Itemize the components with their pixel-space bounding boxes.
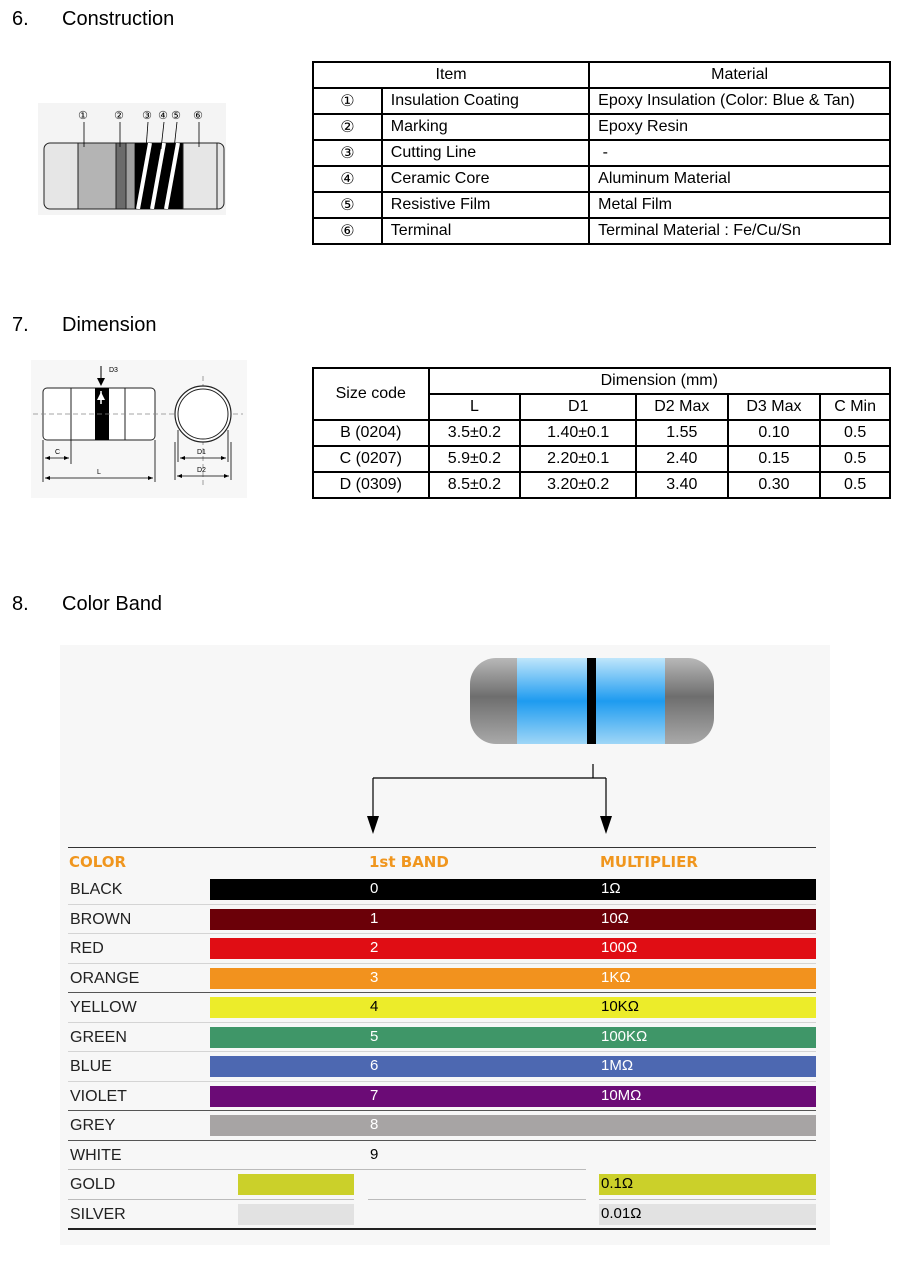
color-name: ORANGE (70, 969, 140, 987)
color-row-red (68, 935, 816, 964)
header-size-code: Size code (313, 368, 429, 420)
row-divider (68, 1022, 816, 1023)
header-d1: D1 (520, 394, 636, 420)
color-name: WHITE (70, 1146, 122, 1164)
multiplier-value: 1MΩ (601, 1057, 634, 1074)
header-d3-max: D3 Max (728, 394, 821, 420)
row-material: Epoxy Resin (589, 114, 890, 140)
row-material: - (589, 140, 890, 166)
resistor-illustration (360, 650, 740, 840)
color-row-black (68, 876, 816, 905)
header-c-min: C Min (820, 394, 890, 420)
row-material: Epoxy Insulation (Color: Blue & Tan) (589, 88, 890, 114)
table-row (313, 140, 890, 166)
row-item: Ceramic Core (382, 166, 589, 192)
band-digit: 9 (370, 1145, 379, 1163)
row-divider (68, 992, 816, 993)
multiplier-value: 1Ω (601, 880, 621, 897)
table-row (313, 88, 890, 114)
row-item: Terminal (382, 218, 589, 244)
row-divider (68, 963, 816, 964)
multiplier-value: 100KΩ (601, 1027, 648, 1045)
table-row (313, 166, 890, 192)
multiplier-value: 10KΩ (601, 998, 639, 1015)
cell-d3: 0.30 (728, 472, 821, 498)
row-item: Resistive Film (382, 192, 589, 218)
cell-c: 0.5 (820, 472, 890, 498)
header-color: COLOR (69, 853, 127, 871)
row-divider (68, 1081, 816, 1082)
color-name: YELLOW (70, 999, 137, 1016)
color-swatch (210, 1056, 816, 1077)
cell-l: 8.5±0.2 (429, 472, 521, 498)
color-name: BROWN (70, 910, 132, 928)
cell-l: 3.5±0.2 (429, 420, 521, 446)
label-d2: D2 (197, 467, 206, 474)
row-item: Cutting Line (382, 140, 589, 166)
marker-5: ⑤ (171, 109, 181, 122)
color-swatch (210, 968, 816, 989)
color-swatch (210, 1115, 816, 1136)
table-row (313, 472, 890, 498)
row-material: Terminal Material : Fe/Cu/Sn (589, 218, 890, 244)
dimension-diagram (31, 360, 247, 498)
color-swatch (210, 879, 816, 900)
color-swatch (210, 997, 816, 1018)
construction-markers (78, 109, 203, 122)
marker-3: ③ (142, 109, 152, 122)
color-row-grey (68, 1112, 816, 1141)
marker-6: ⑥ (193, 109, 203, 122)
color-name: GREEN (70, 1028, 127, 1046)
row-divider (68, 904, 816, 905)
construction-header-row (313, 62, 890, 88)
resistor-construction-drawing (38, 103, 226, 215)
band-digit: 0 (370, 880, 379, 897)
label-c: C (55, 449, 61, 456)
cell-c: 0.5 (820, 446, 890, 472)
multiplier-value: 0.01Ω (601, 1204, 642, 1222)
row-divider (68, 1199, 354, 1200)
band-digit: 4 (370, 998, 379, 1015)
color-name: BLUE (70, 1058, 112, 1075)
cell-d1: 1.40±0.1 (520, 420, 636, 446)
label-l: L (97, 469, 101, 476)
color-name: BLACK (70, 881, 123, 898)
cell-d2: 1.55 (636, 420, 728, 446)
row-item: Insulation Coating (382, 88, 589, 114)
color-name: RED (70, 940, 104, 957)
header-l: L (429, 394, 521, 420)
cell-d1: 3.20±0.2 (520, 472, 636, 498)
row-divider (68, 1169, 586, 1170)
row-divider (68, 1140, 816, 1141)
color-row-white (68, 1142, 816, 1171)
table-row (313, 446, 890, 472)
band-digit: 7 (370, 1086, 379, 1104)
multiplier-value: 1KΩ (601, 968, 631, 986)
cell-size: C (0207) (313, 446, 429, 472)
row-divider (68, 1110, 816, 1111)
color-row-gold (68, 1171, 816, 1200)
color-row-orange (68, 965, 816, 994)
header-1st-band: 1st BAND (369, 853, 449, 871)
row-marker: ③ (313, 140, 382, 166)
cell-l: 5.9±0.2 (429, 446, 521, 472)
construction-diagram (38, 103, 226, 215)
band-digit: 6 (370, 1057, 379, 1074)
header-material: Material (589, 62, 890, 88)
section-title-dimension: 7. Dimension (12, 314, 157, 336)
marker-4: ④ (158, 109, 168, 122)
color-swatch (210, 1086, 816, 1107)
section-title-construction: 6. Construction (12, 8, 175, 30)
cell-d3: 0.15 (728, 446, 821, 472)
multiplier-value: 10MΩ (601, 1086, 642, 1104)
marker-1: ① (78, 109, 88, 122)
color-row-brown (68, 906, 816, 935)
color-name: GREY (70, 1117, 116, 1134)
resistor-dimension-drawing (31, 360, 247, 498)
cell-d3: 0.10 (728, 420, 821, 446)
table-row (313, 114, 890, 140)
cell-d2: 2.40 (636, 446, 728, 472)
row-material: Aluminum Material (589, 166, 890, 192)
dimension-table (312, 367, 891, 499)
header-item: Item (313, 62, 589, 88)
header-rule (68, 847, 816, 848)
multiplier-value: 10Ω (601, 909, 629, 927)
row-divider (68, 1051, 816, 1052)
band-digit: 3 (370, 968, 379, 986)
row-marker: ⑤ (313, 192, 382, 218)
table-row (313, 218, 890, 244)
cell-d2: 3.40 (636, 472, 728, 498)
label-d3: D3 (109, 367, 118, 374)
row-marker: ④ (313, 166, 382, 192)
color-row-blue (68, 1053, 816, 1082)
label-d1: D1 (197, 449, 206, 456)
band-digit: 5 (370, 1027, 379, 1045)
row-divider (368, 1199, 586, 1200)
row-material: Metal Film (589, 192, 890, 218)
header-multiplier: MULTIPLIER (600, 853, 698, 871)
row-divider (68, 933, 816, 934)
dimension-header-row (313, 368, 890, 394)
cell-d1: 2.20±0.1 (520, 446, 636, 472)
cell-size: B (0204) (313, 420, 429, 446)
color-swatch-band (238, 1174, 354, 1195)
cell-size: D (0309) (313, 472, 429, 498)
table-row (313, 420, 890, 446)
color-swatch (210, 938, 816, 959)
row-divider (599, 1199, 816, 1200)
construction-table (312, 61, 891, 245)
color-row-green (68, 1024, 816, 1053)
multiplier-value: 0.1Ω (601, 1175, 634, 1192)
color-swatch-band (238, 1204, 354, 1225)
band-digit: 2 (370, 939, 379, 956)
header-d2-max: D2 Max (636, 394, 728, 420)
color-row-yellow (68, 994, 816, 1023)
color-swatch (210, 909, 816, 930)
color-row-silver (68, 1201, 816, 1230)
band-digit: 1 (370, 909, 379, 927)
row-marker: ⑥ (313, 218, 382, 244)
row-divider (68, 1228, 816, 1230)
color-name: VIOLET (70, 1087, 127, 1105)
marker-2: ② (114, 109, 124, 122)
color-row-violet (68, 1083, 816, 1112)
cell-c: 0.5 (820, 420, 890, 446)
row-marker: ① (313, 88, 382, 114)
color-name: SILVER (70, 1205, 126, 1223)
row-marker: ② (313, 114, 382, 140)
row-item: Marking (382, 114, 589, 140)
band-digit: 8 (370, 1116, 379, 1133)
table-row (313, 192, 890, 218)
header-dimension-group: Dimension (mm) (429, 368, 890, 394)
color-name: GOLD (70, 1176, 116, 1193)
color-swatch (210, 1027, 816, 1048)
section-title-color-band: 8. Color Band (12, 593, 163, 615)
multiplier-value: 100Ω (601, 939, 638, 956)
